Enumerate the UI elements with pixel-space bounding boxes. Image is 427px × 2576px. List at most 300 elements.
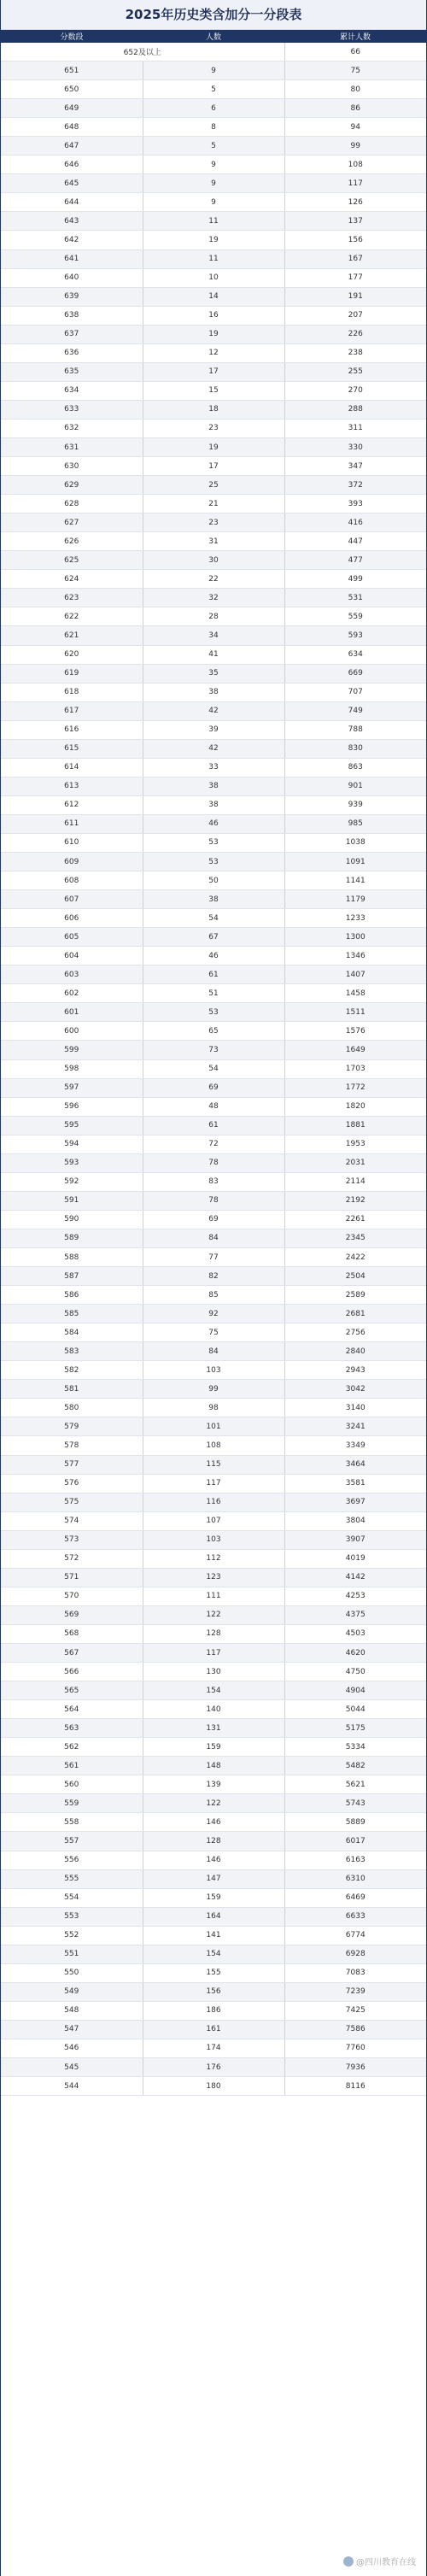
cell-score: 594 [1, 1135, 143, 1153]
cell-cumulative: 4503 [284, 1624, 426, 1643]
cell-cumulative: 6163 [284, 1851, 426, 1869]
score-table [1, 30, 426, 2096]
cell-count: 107 [143, 1511, 284, 1530]
cell-count: 42 [143, 739, 284, 758]
cell-score: 545 [1, 2058, 143, 2077]
cell-score: 549 [1, 1982, 143, 2001]
table-row [1, 1305, 426, 1323]
cell-cumulative: 80 [284, 80, 426, 99]
table-row [1, 1663, 426, 1681]
table-row [1, 1078, 426, 1097]
cell-count: 72 [143, 1135, 284, 1153]
cell-count: 33 [143, 758, 284, 777]
table-row [1, 664, 426, 683]
table-row [1, 457, 426, 476]
cell-cumulative: 3349 [284, 1436, 426, 1455]
cell-score: 575 [1, 1493, 143, 1511]
cell-cumulative: 137 [284, 212, 426, 231]
cell-count: 9 [143, 155, 284, 174]
cell-score: 570 [1, 1587, 143, 1605]
cell-count: 11 [143, 249, 284, 268]
table-row-top [1, 43, 426, 62]
cell-count: 54 [143, 909, 284, 928]
cell-score: 551 [1, 1945, 143, 1963]
cell-score: 561 [1, 1757, 143, 1775]
cell-cumulative: 75 [284, 62, 426, 80]
cell-count: 84 [143, 1229, 284, 1247]
cell-cumulative: 5889 [284, 1813, 426, 1832]
table-row [1, 626, 426, 645]
table-row [1, 1869, 426, 1888]
cell-count: 92 [143, 1305, 284, 1323]
cell-cumulative: 7760 [284, 2039, 426, 2057]
cell-count: 111 [143, 1587, 284, 1605]
cell-score: 592 [1, 1172, 143, 1191]
top-cumulative: 66 [284, 43, 426, 62]
table-row [1, 1417, 426, 1436]
table-row [1, 1059, 426, 1078]
table-row [1, 1455, 426, 1474]
table-row [1, 1399, 426, 1417]
cell-count: 75 [143, 1323, 284, 1342]
cell-cumulative: 288 [284, 400, 426, 419]
table-row [1, 1813, 426, 1832]
cell-score: 585 [1, 1305, 143, 1323]
table-row [1, 1248, 426, 1267]
table-row [1, 645, 426, 664]
cell-count: 17 [143, 362, 284, 381]
cell-count: 99 [143, 1380, 284, 1399]
table-row [1, 1436, 426, 1455]
cell-score: 579 [1, 1417, 143, 1436]
cell-score: 557 [1, 1832, 143, 1851]
cell-count: 16 [143, 306, 284, 325]
cell-count: 46 [143, 947, 284, 965]
cell-count: 22 [143, 570, 284, 589]
cell-count: 131 [143, 1719, 284, 1738]
cell-cumulative: 2681 [284, 1305, 426, 1323]
cell-cumulative: 416 [284, 513, 426, 532]
table-row [1, 1945, 426, 1963]
table-row [1, 231, 426, 249]
cell-cumulative: 634 [284, 645, 426, 664]
cell-cumulative: 3464 [284, 1455, 426, 1474]
table-row [1, 2039, 426, 2057]
cell-cumulative: 1346 [284, 947, 426, 965]
cell-cumulative: 1772 [284, 1078, 426, 1097]
cell-count: 128 [143, 1832, 284, 1851]
cell-cumulative: 1511 [284, 1003, 426, 1022]
cell-score: 554 [1, 1888, 143, 1907]
table-row [1, 853, 426, 871]
cell-cumulative: 901 [284, 777, 426, 795]
table-row [1, 1003, 426, 1022]
cell-count: 42 [143, 701, 284, 720]
table-row [1, 1286, 426, 1305]
table-row [1, 1832, 426, 1851]
cell-cumulative: 3907 [284, 1530, 426, 1549]
cell-score: 628 [1, 495, 143, 513]
cell-cumulative: 6928 [284, 1945, 426, 1963]
cell-score: 553 [1, 1907, 143, 1926]
cell-count: 31 [143, 532, 284, 551]
cell-score: 546 [1, 2039, 143, 2057]
cell-score: 635 [1, 362, 143, 381]
cell-score: 604 [1, 947, 143, 965]
table-row [1, 1323, 426, 1342]
cell-cumulative: 372 [284, 476, 426, 495]
table-row [1, 871, 426, 890]
table-row [1, 212, 426, 231]
cell-count: 54 [143, 1059, 284, 1078]
cell-cumulative: 5175 [284, 1719, 426, 1738]
cell-score: 609 [1, 853, 143, 871]
cell-cumulative: 2840 [284, 1342, 426, 1361]
cell-cumulative: 8116 [284, 2077, 426, 2096]
cell-score: 624 [1, 570, 143, 589]
table-row [1, 1700, 426, 1719]
cell-count: 46 [143, 814, 284, 833]
table-row [1, 1851, 426, 1869]
cell-cumulative: 2192 [284, 1191, 426, 1210]
watermark [343, 2555, 416, 2567]
cell-count: 25 [143, 476, 284, 495]
header-score: 分数段 [1, 30, 143, 43]
cell-score: 578 [1, 1436, 143, 1455]
cell-score: 608 [1, 871, 143, 890]
cell-cumulative: 3804 [284, 1511, 426, 1530]
table-row [1, 1022, 426, 1041]
cell-count: 38 [143, 683, 284, 701]
cell-count: 83 [143, 1172, 284, 1191]
cell-score: 569 [1, 1605, 143, 1624]
cell-cumulative: 4750 [284, 1663, 426, 1681]
cell-score: 586 [1, 1286, 143, 1305]
table-row [1, 99, 426, 118]
table-row [1, 2001, 426, 2020]
cell-cumulative: 167 [284, 249, 426, 268]
cell-score: 650 [1, 80, 143, 99]
cell-cumulative: 2756 [284, 1323, 426, 1342]
cell-score: 584 [1, 1323, 143, 1342]
cell-score: 619 [1, 664, 143, 683]
cell-count: 41 [143, 645, 284, 664]
cell-count: 117 [143, 1643, 284, 1662]
table-row [1, 1153, 426, 1172]
watermark-logo-icon [343, 2556, 354, 2567]
cell-count: 38 [143, 890, 284, 909]
cell-score: 547 [1, 2020, 143, 2039]
cell-cumulative: 191 [284, 287, 426, 306]
cell-cumulative: 3241 [284, 1417, 426, 1436]
cell-count: 108 [143, 1436, 284, 1455]
cell-count: 103 [143, 1530, 284, 1549]
cell-score: 595 [1, 1116, 143, 1135]
cell-score: 593 [1, 1153, 143, 1172]
cell-score: 583 [1, 1342, 143, 1361]
cell-cumulative: 5334 [284, 1738, 426, 1757]
cell-score: 651 [1, 62, 143, 80]
cell-cumulative: 1141 [284, 871, 426, 890]
cell-cumulative: 2589 [284, 1286, 426, 1305]
cell-count: 122 [143, 1605, 284, 1624]
cell-count: 103 [143, 1361, 284, 1380]
cell-score: 607 [1, 890, 143, 909]
cell-score: 626 [1, 532, 143, 551]
table-row [1, 928, 426, 947]
cell-score: 646 [1, 155, 143, 174]
cell-count: 101 [143, 1417, 284, 1436]
table-row [1, 1380, 426, 1399]
cell-cumulative: 447 [284, 532, 426, 551]
table-row [1, 362, 426, 381]
table-row [1, 1719, 426, 1738]
cell-cumulative: 707 [284, 683, 426, 701]
cell-score: 556 [1, 1851, 143, 1869]
cell-score: 563 [1, 1719, 143, 1738]
cell-count: 35 [143, 664, 284, 683]
cell-cumulative: 4904 [284, 1681, 426, 1700]
table-row [1, 1643, 426, 1662]
cell-score: 587 [1, 1267, 143, 1286]
cell-score: 596 [1, 1097, 143, 1116]
cell-count: 180 [143, 2077, 284, 2096]
cell-cumulative: 1881 [284, 1116, 426, 1135]
cell-cumulative: 117 [284, 174, 426, 193]
cell-cumulative: 3697 [284, 1493, 426, 1511]
table-row [1, 890, 426, 909]
cell-score: 614 [1, 758, 143, 777]
table-row [1, 1587, 426, 1605]
table-row [1, 1568, 426, 1587]
table-row [1, 1907, 426, 1926]
cell-count: 154 [143, 1945, 284, 1963]
table-row [1, 909, 426, 928]
cell-count: 17 [143, 457, 284, 476]
cell-score: 603 [1, 965, 143, 984]
table-row [1, 1681, 426, 1700]
cell-cumulative: 1179 [284, 890, 426, 909]
cell-score: 588 [1, 1248, 143, 1267]
cell-count: 5 [143, 80, 284, 99]
cell-cumulative: 2504 [284, 1267, 426, 1286]
cell-count: 32 [143, 589, 284, 607]
cell-cumulative: 3140 [284, 1399, 426, 1417]
table-row [1, 795, 426, 814]
cell-score: 573 [1, 1530, 143, 1549]
cell-count: 161 [143, 2020, 284, 2039]
table-row [1, 551, 426, 570]
cell-cumulative: 4142 [284, 1568, 426, 1587]
cell-count: 174 [143, 2039, 284, 2057]
table-row [1, 739, 426, 758]
table-row [1, 965, 426, 984]
cell-count: 19 [143, 231, 284, 249]
cell-count: 85 [143, 1286, 284, 1305]
cell-count: 159 [143, 1738, 284, 1757]
cell-score: 560 [1, 1775, 143, 1794]
cell-count: 38 [143, 777, 284, 795]
table-row [1, 1493, 426, 1511]
table-row [1, 833, 426, 852]
cell-count: 30 [143, 551, 284, 570]
cell-count: 23 [143, 419, 284, 437]
cell-cumulative: 347 [284, 457, 426, 476]
cell-count: 159 [143, 1888, 284, 1907]
cell-score: 640 [1, 268, 143, 287]
cell-count: 78 [143, 1191, 284, 1210]
page-title: 2025年历史类含加分一分段表 [1, 0, 426, 30]
cell-count: 117 [143, 1474, 284, 1493]
cell-count: 9 [143, 193, 284, 212]
table-row [1, 701, 426, 720]
cell-cumulative: 1300 [284, 928, 426, 947]
cell-count: 19 [143, 437, 284, 456]
cell-count: 69 [143, 1078, 284, 1097]
table-row [1, 1191, 426, 1210]
table-body [1, 43, 426, 2096]
table-row [1, 343, 426, 362]
table-row [1, 570, 426, 589]
cell-cumulative: 5743 [284, 1794, 426, 1813]
cell-score: 599 [1, 1041, 143, 1059]
cell-cumulative: 669 [284, 664, 426, 683]
cell-count: 9 [143, 62, 284, 80]
cell-cumulative: 126 [284, 193, 426, 212]
table-row [1, 381, 426, 400]
cell-count: 69 [143, 1210, 284, 1229]
cell-count: 115 [143, 1455, 284, 1474]
table-row [1, 1474, 426, 1493]
cell-score: 577 [1, 1455, 143, 1474]
cell-cumulative: 7239 [284, 1982, 426, 2001]
cell-cumulative: 531 [284, 589, 426, 607]
cell-count: 116 [143, 1493, 284, 1511]
cell-score: 590 [1, 1210, 143, 1229]
table-row [1, 1624, 426, 1643]
table-row [1, 1229, 426, 1247]
cell-cumulative: 4620 [284, 1643, 426, 1662]
cell-cumulative: 156 [284, 231, 426, 249]
cell-score: 601 [1, 1003, 143, 1022]
cell-count: 147 [143, 1869, 284, 1888]
cell-cumulative: 4375 [284, 1605, 426, 1624]
cell-score: 589 [1, 1229, 143, 1247]
cell-cumulative: 207 [284, 306, 426, 325]
cell-count: 48 [143, 1097, 284, 1116]
cell-score: 639 [1, 287, 143, 306]
cell-score: 645 [1, 174, 143, 193]
cell-count: 139 [143, 1775, 284, 1794]
cell-cumulative: 2345 [284, 1229, 426, 1247]
cell-count: 39 [143, 720, 284, 739]
cell-score: 558 [1, 1813, 143, 1832]
table-row [1, 1738, 426, 1757]
table-row [1, 249, 426, 268]
cell-score: 638 [1, 306, 143, 325]
cell-count: 77 [143, 1248, 284, 1267]
cell-count: 38 [143, 795, 284, 814]
cell-score: 649 [1, 99, 143, 118]
cell-count: 51 [143, 984, 284, 1003]
table-row [1, 137, 426, 155]
table-row [1, 1794, 426, 1813]
cell-score: 606 [1, 909, 143, 928]
table-row [1, 2077, 426, 2096]
table-row [1, 1888, 426, 1907]
cell-cumulative: 499 [284, 570, 426, 589]
table-row [1, 1135, 426, 1153]
cell-score: 637 [1, 325, 143, 343]
cell-score: 564 [1, 1700, 143, 1719]
cell-cumulative: 255 [284, 362, 426, 381]
cell-score: 602 [1, 984, 143, 1003]
cell-cumulative: 7936 [284, 2058, 426, 2077]
table-header-row [1, 30, 426, 43]
cell-score: 566 [1, 1663, 143, 1681]
table-row [1, 400, 426, 419]
cell-cumulative: 108 [284, 155, 426, 174]
cell-score: 610 [1, 833, 143, 852]
cell-count: 9 [143, 174, 284, 193]
cell-cumulative: 939 [284, 795, 426, 814]
table-row [1, 1757, 426, 1775]
table-row [1, 1172, 426, 1191]
table-row [1, 476, 426, 495]
cell-score: 611 [1, 814, 143, 833]
cell-score: 598 [1, 1059, 143, 1078]
cell-cumulative: 311 [284, 419, 426, 437]
table-row [1, 1982, 426, 2001]
cell-cumulative: 593 [284, 626, 426, 645]
cell-cumulative: 86 [284, 99, 426, 118]
cell-score: 636 [1, 343, 143, 362]
watermark-text: @四川教育在线 [356, 2558, 416, 2567]
cell-score: 617 [1, 701, 143, 720]
cell-score: 648 [1, 118, 143, 137]
cell-cumulative: 393 [284, 495, 426, 513]
cell-cumulative: 2031 [284, 1153, 426, 1172]
table-row [1, 814, 426, 833]
table-row [1, 683, 426, 701]
cell-score: 615 [1, 739, 143, 758]
cell-count: 61 [143, 1116, 284, 1135]
cell-cumulative: 99 [284, 137, 426, 155]
cell-count: 156 [143, 1982, 284, 2001]
table-row [1, 495, 426, 513]
cell-score: 621 [1, 626, 143, 645]
cell-cumulative: 5482 [284, 1757, 426, 1775]
cell-count: 82 [143, 1267, 284, 1286]
cell-cumulative: 1953 [284, 1135, 426, 1153]
cell-count: 123 [143, 1568, 284, 1587]
cell-cumulative: 863 [284, 758, 426, 777]
table-row [1, 1963, 426, 1982]
cell-cumulative: 1233 [284, 909, 426, 928]
cell-cumulative: 7083 [284, 1963, 426, 1982]
table-row [1, 2020, 426, 2039]
cell-cumulative: 4019 [284, 1549, 426, 1568]
cell-count: 122 [143, 1794, 284, 1813]
cell-count: 53 [143, 853, 284, 871]
cell-score: 580 [1, 1399, 143, 1417]
table-row [1, 419, 426, 437]
table-row [1, 1926, 426, 1945]
cell-score: 581 [1, 1380, 143, 1399]
cell-score: 644 [1, 193, 143, 212]
cell-count: 164 [143, 1907, 284, 1926]
cell-cumulative: 330 [284, 437, 426, 456]
